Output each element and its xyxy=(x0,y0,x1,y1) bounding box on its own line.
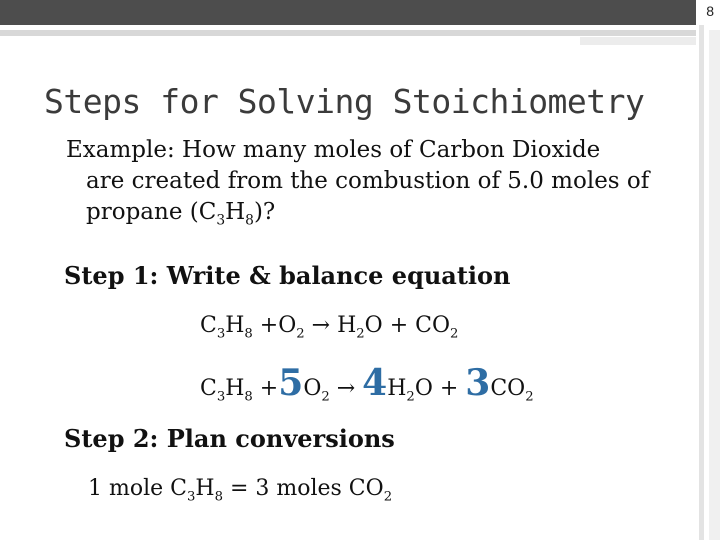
coefficient-h2o: 4 xyxy=(362,362,388,404)
coefficient-co2: 3 xyxy=(465,362,491,404)
conversion-line xyxy=(88,476,392,504)
subscript: 2 xyxy=(321,389,330,405)
conv-text: H xyxy=(195,476,215,501)
subscript: 2 xyxy=(356,326,365,342)
eq-text: C xyxy=(200,376,217,401)
eq-text: H xyxy=(387,376,407,401)
conv-text: 1 mole C xyxy=(88,476,187,501)
eq-text: H xyxy=(225,376,245,401)
subscript: 2 xyxy=(406,389,415,405)
right-bar xyxy=(699,25,704,540)
subscript: 3 xyxy=(216,212,226,229)
eq-text: CO xyxy=(490,376,526,401)
eq-text: O + CO xyxy=(364,313,450,338)
right-bar-accent xyxy=(709,30,720,540)
eq-text: H xyxy=(225,313,245,338)
subscript: 2 xyxy=(525,389,534,405)
subscript: 2 xyxy=(383,489,393,505)
coefficient-o2: 5 xyxy=(278,362,304,404)
subscript: 3 xyxy=(186,489,196,505)
subscript: 2 xyxy=(450,326,459,342)
example-line-3 xyxy=(86,199,275,229)
eq-text: → H xyxy=(304,313,357,338)
example-text: )? xyxy=(253,199,276,225)
equation-unbalanced xyxy=(200,313,458,341)
slide-title: Steps for Solving Stoichiometry xyxy=(44,82,645,121)
top-bar-line xyxy=(0,30,696,36)
subscript: 2 xyxy=(296,326,305,342)
eq-text: O + xyxy=(414,376,466,401)
conv-text: = 3 moles CO xyxy=(222,476,384,501)
eq-text: +O xyxy=(252,313,297,338)
step-2-heading: Step 2: Plan conversions xyxy=(64,424,395,453)
top-bar xyxy=(0,0,696,25)
example-line-1: Example: How many moles of Carbon Dioxide xyxy=(66,137,601,163)
slide-number: 8 xyxy=(706,3,714,19)
example-line-2: are created from the combustion of 5.0 moles of xyxy=(86,168,650,194)
example-text: propane (C xyxy=(86,199,217,225)
subscript: 3 xyxy=(216,326,226,342)
subscript: 8 xyxy=(244,326,253,342)
subscript: 8 xyxy=(214,489,223,505)
subscript: 8 xyxy=(244,389,253,405)
step-1-heading: Step 1: Write & balance equation xyxy=(64,261,511,290)
eq-text: + xyxy=(252,376,279,401)
subscript: 8 xyxy=(245,212,254,229)
eq-text: O xyxy=(303,376,322,401)
subscript: 3 xyxy=(216,389,226,405)
eq-text: C xyxy=(200,313,217,338)
example-text: H xyxy=(225,199,246,225)
top-bar-accent xyxy=(580,37,696,45)
eq-text: → xyxy=(329,376,363,401)
equation-balanced xyxy=(200,362,534,404)
